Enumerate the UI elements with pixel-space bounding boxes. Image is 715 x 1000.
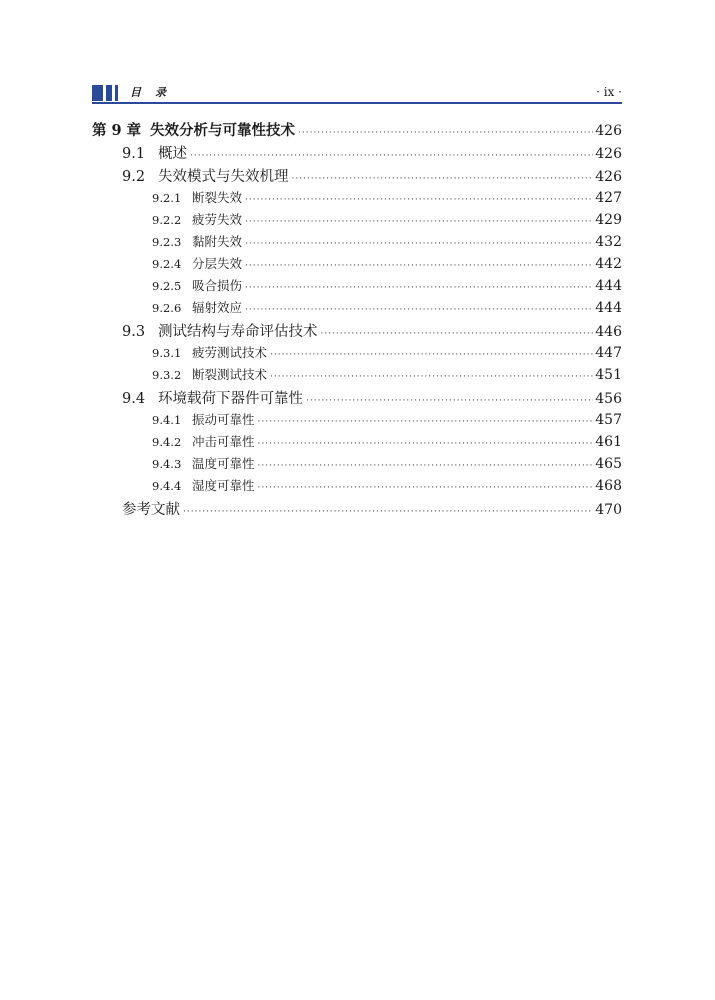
- toc-entry-page: 444: [595, 300, 622, 316]
- toc-entry-page: 457: [595, 412, 622, 428]
- toc-chapter-9[interactable]: [92, 119, 622, 142]
- toc-entry-number: 9.4.4: [152, 479, 182, 493]
- header-rule: [92, 102, 622, 104]
- toc-entry-page: 456: [595, 391, 622, 407]
- header-block-medium: [106, 85, 112, 101]
- toc-entry-page: 427: [595, 190, 622, 206]
- toc-entry-title: 失效模式与失效机理: [158, 169, 289, 185]
- toc-entry-number: 9.4.3: [152, 457, 182, 471]
- toc-entry-title: 分层失效: [192, 256, 243, 271]
- toc-entry-page: 465: [595, 456, 622, 472]
- toc-entry-number: 9.4.2: [152, 435, 182, 449]
- header-block-small: [115, 85, 118, 101]
- toc-entry-title: 温度可靠性: [192, 456, 255, 471]
- table-of-contents: [92, 119, 622, 521]
- toc-entry-page: 444: [595, 278, 622, 294]
- toc-leader: [258, 461, 594, 471]
- toc-entry-number: 9.2.4: [152, 257, 182, 271]
- toc-leader: [258, 483, 594, 493]
- toc-entry-9-3[interactable]: [92, 320, 622, 343]
- toc-entry-title: 冲击可靠性: [192, 434, 255, 449]
- toc-leader: [258, 439, 594, 449]
- toc-entry-title: 概述: [158, 146, 187, 162]
- toc-entry-9-3-1[interactable]: [92, 343, 622, 365]
- toc-entry-title: 湿度可靠性: [192, 478, 255, 493]
- toc-entry-number: 9.2.3: [152, 235, 182, 249]
- header-page-number: · ix ·: [596, 85, 622, 99]
- toc-entry-number: 9.2.5: [152, 279, 182, 293]
- toc-entry-title: 测试结构与寿命评估技术: [158, 324, 318, 340]
- toc-entry-title: 疲劳失效: [192, 212, 243, 227]
- toc-entry-title: 环境载荷下器件可靠性: [158, 391, 303, 407]
- page-header: [92, 84, 622, 102]
- toc-entry-title: 疲劳测试技术: [192, 345, 268, 360]
- toc-entry-title: 黏附失效: [192, 234, 243, 249]
- toc-leader: [270, 372, 593, 382]
- toc-leader: [245, 217, 593, 227]
- toc-leader: [298, 128, 593, 138]
- toc-references-title: 参考文献: [122, 502, 180, 518]
- toc-entry-page: 461: [595, 434, 622, 450]
- header-title: 目录: [130, 86, 180, 99]
- toc-entry-page: 451: [595, 367, 622, 383]
- toc-entry-page: 426: [595, 169, 622, 185]
- toc-leader: [245, 305, 593, 315]
- toc-entry-title: 吸合损伤: [192, 278, 243, 293]
- toc-leader: [306, 396, 593, 406]
- toc-entry-9-2-5[interactable]: [92, 276, 622, 298]
- toc-chapter-number: 第 9 章: [92, 122, 142, 139]
- toc-entry-page: 447: [595, 345, 622, 361]
- toc-entry-number: 9.2.6: [152, 301, 182, 315]
- toc-entry-number: 9.4.1: [152, 413, 182, 427]
- toc-entry-page: 468: [595, 478, 622, 494]
- toc-leader: [190, 151, 593, 161]
- toc-entry-9-4-3[interactable]: [92, 454, 622, 476]
- toc-leader: [292, 174, 594, 184]
- toc-entry-9-4-4[interactable]: [92, 476, 622, 498]
- toc-entry-page: 429: [595, 212, 622, 228]
- toc-leader: [245, 261, 593, 271]
- toc-entry-9-1[interactable]: [92, 142, 622, 165]
- toc-entry-page: 426: [595, 146, 622, 162]
- toc-entry-9-2-1[interactable]: [92, 188, 622, 210]
- toc-entry-number: 9.2: [122, 169, 146, 185]
- toc-entry-9-2-3[interactable]: [92, 232, 622, 254]
- toc-entry-9-4-2[interactable]: [92, 432, 622, 454]
- toc-entry-page: 432: [595, 234, 622, 250]
- toc-entry-9-2-4[interactable]: [92, 254, 622, 276]
- toc-chapter-title: 失效分析与可靠性技术: [150, 122, 295, 139]
- toc-entry-number: 9.2.2: [152, 213, 182, 227]
- toc-entry-title: 断裂失效: [192, 190, 243, 205]
- toc-entry-9-2[interactable]: [92, 165, 622, 188]
- toc-leader: [258, 417, 594, 427]
- toc-leader: [270, 350, 593, 360]
- toc-entry-title: 振动可靠性: [192, 412, 255, 427]
- toc-leader: [321, 329, 594, 339]
- toc-entry-title: 辐射效应: [192, 300, 243, 315]
- toc-references-page: 470: [595, 502, 622, 518]
- toc-entry-number: 9.1: [122, 146, 146, 162]
- toc-entry-page: 442: [595, 256, 622, 272]
- toc-entry-9-4[interactable]: [92, 387, 622, 410]
- header-decoration: [92, 85, 121, 101]
- toc-entry-title: 断裂测试技术: [192, 367, 268, 382]
- header-block-large: [92, 85, 103, 101]
- toc-entry-number: 9.4: [122, 391, 146, 407]
- toc-leader: [183, 507, 593, 517]
- toc-chapter-page: 426: [595, 123, 622, 139]
- toc-leader: [245, 195, 593, 205]
- toc-entry-page: 446: [595, 324, 622, 340]
- toc-entry-number: 9.3: [122, 324, 146, 340]
- toc-references[interactable]: [92, 498, 622, 521]
- toc-leader: [245, 283, 593, 293]
- toc-entry-number: 9.2.1: [152, 191, 182, 205]
- toc-entry-number: 9.3.1: [152, 346, 182, 360]
- toc-entry-9-4-1[interactable]: [92, 410, 622, 432]
- toc-leader: [245, 239, 593, 249]
- toc-entry-9-2-6[interactable]: [92, 298, 622, 320]
- toc-entry-9-2-2[interactable]: [92, 210, 622, 232]
- toc-entry-9-3-2[interactable]: [92, 365, 622, 387]
- toc-entry-number: 9.3.2: [152, 368, 182, 382]
